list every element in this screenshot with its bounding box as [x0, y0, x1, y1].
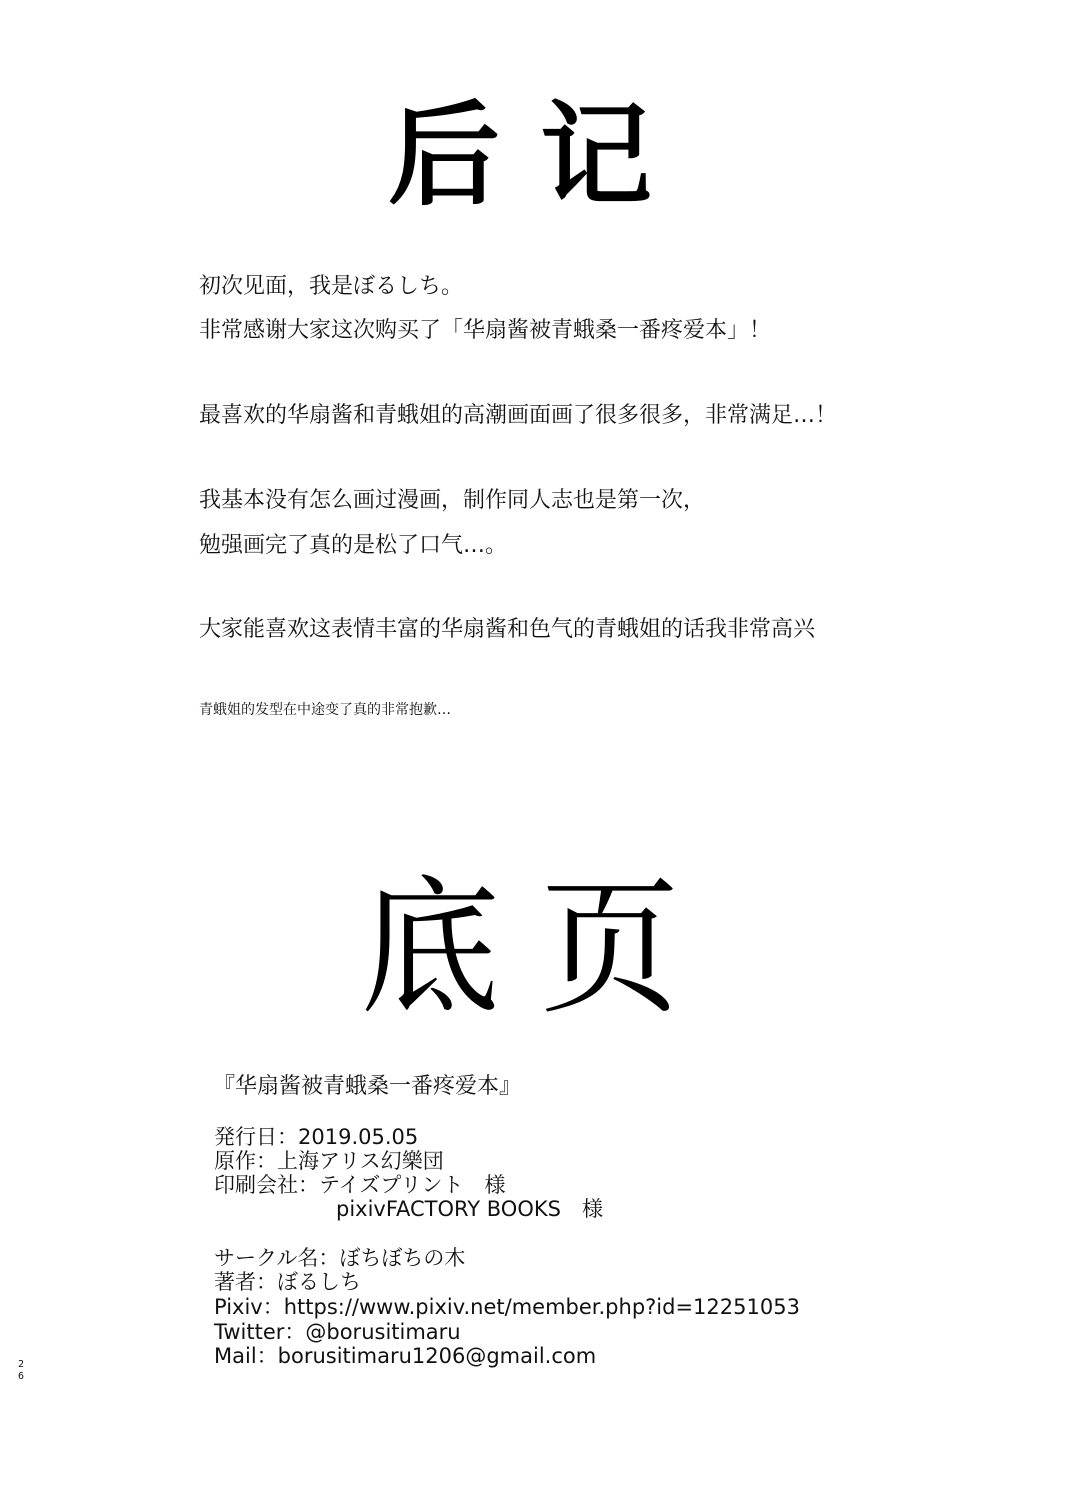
afterword-line: 非常感谢大家这次购买了「华扇酱被青蛾桑一番疼爱本」！ [199, 318, 772, 343]
mail-address: Mail：borusitimaru1206@gmail.com [214, 1344, 597, 1368]
afterword-line: 初次见面，我是ぼるしち。 [199, 274, 464, 299]
afterword-line: 大家能喜欢这表情丰富的华扇酱和色气的青蛾姐的话我非常高兴 [199, 617, 816, 642]
colophon-heading: 底页 [359, 863, 720, 1036]
circle-name: サークル名：ぼちぼちの木 [214, 1246, 466, 1270]
printer-line: 印刷会社：テイズプリント 様 [214, 1173, 506, 1197]
twitter-handle: Twitter：@borusitimaru [214, 1320, 461, 1344]
page-number-digit: 2 [17, 1359, 25, 1370]
printer-line: pixivFACTORY BOOKS 様 [336, 1197, 603, 1221]
afterword-line: 勉强画完了真的是松了口气…。 [199, 533, 508, 558]
issue-date: 発行日：2019.05.05 [214, 1125, 419, 1149]
afterword-line: 我基本没有怎么画过漫画，制作同人志也是第一次， [199, 488, 706, 513]
afterword-line: 最喜欢的华扇酱和青蛾姐的高潮画面画了很多很多，非常满足…！ [199, 403, 838, 428]
book-title: 『华扇酱被青蛾桑一番疼爱本』 [213, 1074, 522, 1099]
afterword-note: 青蛾姐的发型在中途变了真的非常抱歉… [199, 702, 451, 718]
afterword-heading: 后记 [388, 90, 692, 221]
page-number [16, 1359, 26, 1383]
author-name: 著者：ぼるしち [214, 1270, 361, 1294]
original-work: 原作：上海アリス幻樂団 [214, 1149, 444, 1173]
page-number-digit: 6 [17, 1371, 25, 1382]
pixiv-link: Pixiv：https://www.pixiv.net/member.php?id=12251053 [214, 1295, 800, 1319]
